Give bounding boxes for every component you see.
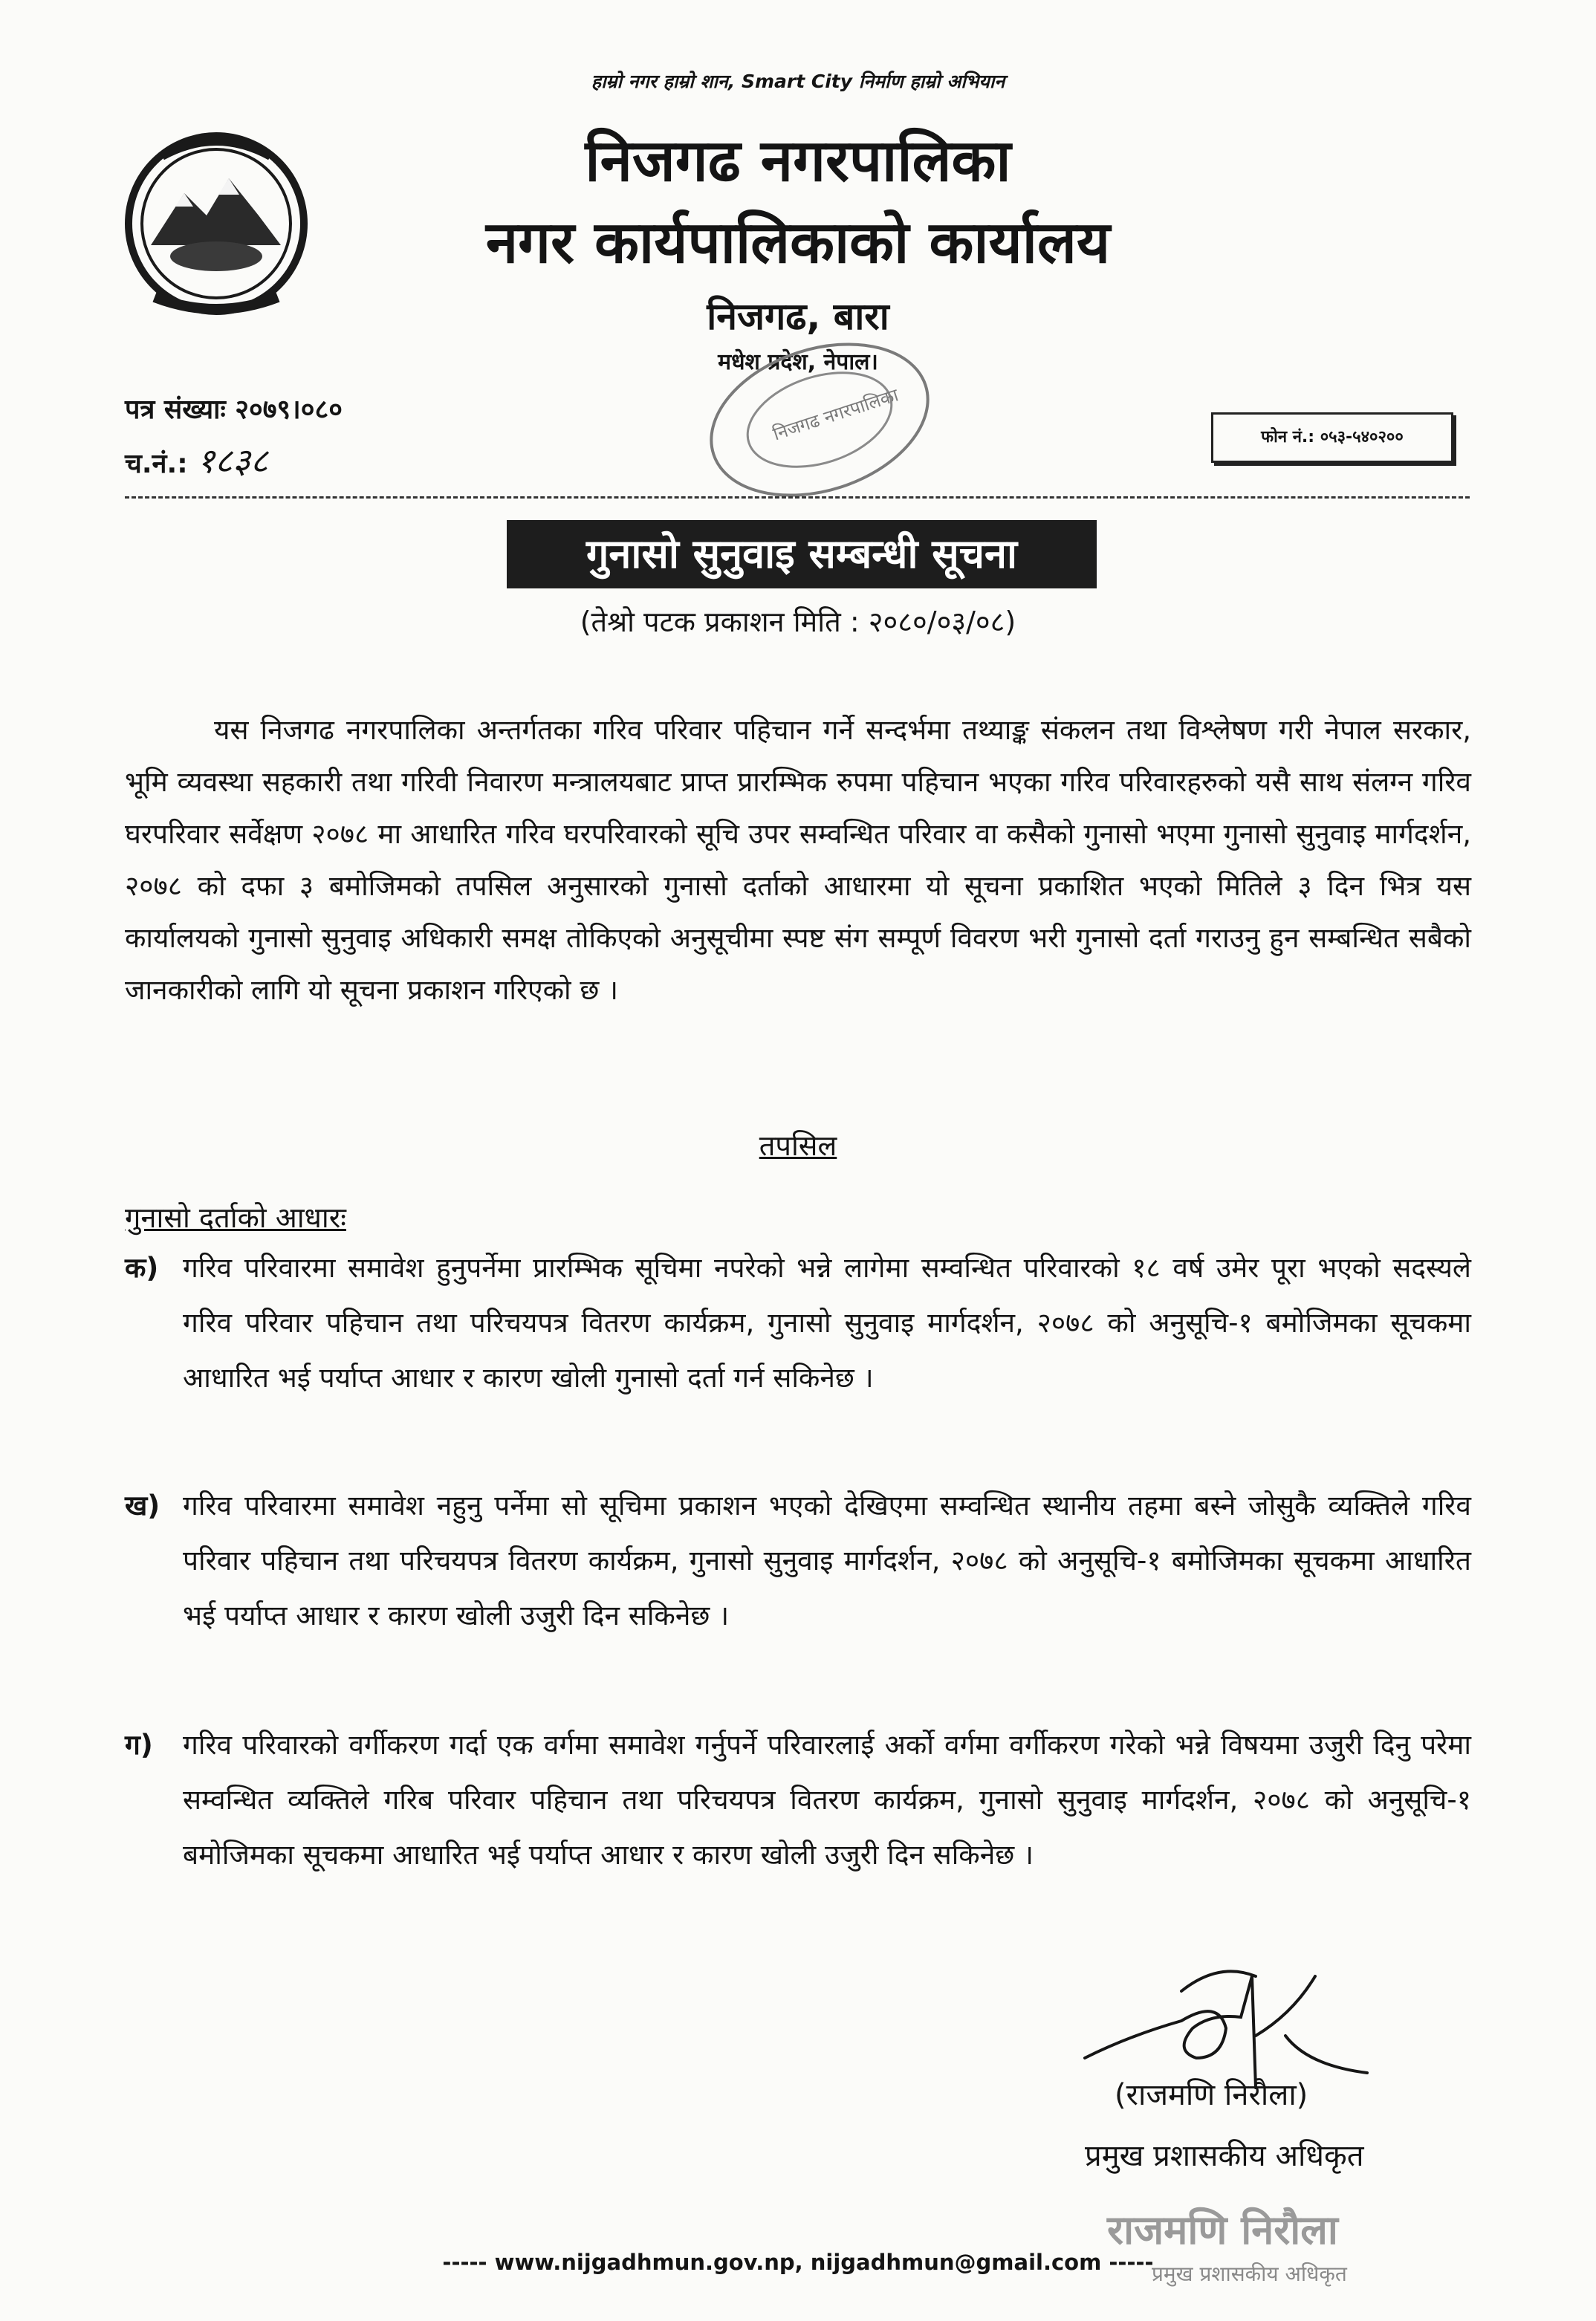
office-name: नगर कार्यपालिकाको कार्यालय xyxy=(485,210,1111,276)
list-item xyxy=(125,1718,1471,1941)
header-divider xyxy=(125,496,1470,499)
publish-date: (तेश्रो पटक प्रकाशन मिति : २०८०/०३/०८) xyxy=(580,606,1016,638)
complaint-basis-heading: गुनासो दर्ताको आधारः xyxy=(125,1201,346,1234)
footer-contact: ----- www.nijgadhmun.gov.np, nijgadhmun@gmail.com ----- xyxy=(442,2250,1154,2275)
notice-body: यस निजगढ नगरपालिका अन्तर्गतका गरिव परिवार पहिचान गर्ने सन्दर्भमा तथ्याङ्क संकलन तथा विश्लेषण गरी नेपाल सरकार, भूमि व्यवस्था सहकारी तथा गरिवी निवारण मन्त्रालयबाट प्राप्त प्रारम्भिक रुपमा पहिचान भएका गरिव परिवारहरुको यसै साथ संलग्न गरिव घरपरिवार सर्वेक्षण २०७८ मा आधारित गरिव घरपरिवारको सूचि उपर सम्वन्धित परिवार वा कसैको गुनासो भएमा गुनासो सुनुवाइ मार्गदर्शन, २०७८ को दफा ३ बमोजिमको तपसिल अनुसारको गुनासो दर्ताको आधारमा यो सूचना प्रकाशित भएको मितिले ३ दिन भित्र यस कार्यालयको गुनासो सुनुवाइ अधिकारी समक्ष तोकिएको अनुसूचीमा स्पष्ट संग सम्पूर्ण विवरण भरी गुनासो दर्ता गराउनु हुन सम्बन्धित सबैको जानकारीको लागि यो सूचना प्रकाशन गरिएको छ । xyxy=(125,714,1471,1006)
office-province: मधेश प्रदेश, नेपाल। xyxy=(718,349,878,375)
dispatch-value: १८३८ xyxy=(197,441,268,481)
signer-designation: प्रमुख प्रशासकीय अधिकृत xyxy=(1085,2139,1364,2173)
item-marker: ग) xyxy=(125,1729,153,1761)
municipality-name: निजगढ नगरपालिका xyxy=(585,128,1011,195)
list-item xyxy=(125,1478,1471,1701)
letter-number: पत्र संख्याः २०७९।०८० xyxy=(125,395,343,425)
office-stamp xyxy=(697,338,942,501)
notice-title: गुनासो सुनुवाइ सम्बन्धी सूचना xyxy=(507,520,1097,588)
header-slogan: हाम्रो नगर हाम्रो शान, Smart City निर्माण हाम्रो अभियान xyxy=(591,71,1005,92)
item-marker: ख) xyxy=(125,1490,160,1522)
svg-text:राजमणि निरौला: राजमणि निरौला xyxy=(1107,2207,1338,2253)
item-text: गरिव परिवारमा समावेश नहुनु पर्नेमा सो सूचिमा प्रकाशन भएको देखिएमा सम्वन्धित स्थानीय तहमा बस्ने जोसुकै व्यक्तिले गरिव परिवार पहिचान तथा परिचयपत्र वितरण कार्यक्रम, गुनासो सुनुवाइ मार्गदर्शन, २०७८ को अनुसूचि-१ बमोजिमका सूचकमा आधारित भई पर्याप्त आधार र कारण खोली उजुरी दिन सकिनेछ । xyxy=(183,1490,1471,1632)
tapsil-heading: तपसिल xyxy=(759,1129,837,1162)
dispatch-label: च.नं.: xyxy=(125,449,188,479)
dispatch-number xyxy=(125,437,268,483)
item-text: गरिव परिवारमा समावेश हुनुपर्नेमा प्रारम्भिक सूचिमा नपरेको भन्ने लागेमा सम्वन्धित परिवारको १८ वर्ष उमेर पूरा भएको सदस्यले गरिव परिवार पहिचान तथा परिचयपत्र वितरण कार्यक्रम, गुनासो सुनुवाइ मार्गदर्शन, २०७८ को अनुसूचि-१ बमोजिमका सूचकमा आधारित भई पर्याप्त आधार र कारण खोली गुनासो दर्ता गर्न सकिनेछ । xyxy=(183,1252,1471,1394)
svg-text:प्रमुख प्रशासकीय अधिकृत: प्रमुख प्रशासकीय अधिकृत xyxy=(1152,2262,1347,2286)
list-item xyxy=(125,1241,1471,1464)
office-location: निजगढ, बारा xyxy=(707,295,889,338)
signer-name: (राजमणि निरौला) xyxy=(1115,2078,1308,2112)
item-text: गरिव परिवारको वर्गीकरण गर्दा एक वर्गमा समावेश गर्नुपर्ने परिवारलाई अर्को वर्गमा वर्गीकरण गरेको भन्ने विषयमा उजुरी दिनु परेमा सम्वन्धित व्यक्तिले गरिब परिवार पहिचान तथा परिचयपत्र वितरण कार्यक्रम, गुनासो सुनुवाइ मार्गदर्शन, २०७८ को अनुसूचि-१ बमोजिमका सूचकमा आधारित भई पर्याप्त आधार र कारण खोली उजुरी दिन सकिनेछ । xyxy=(183,1729,1471,1871)
item-marker: क) xyxy=(125,1252,159,1284)
svg-text:निजगढ नगरपालिका: निजगढ नगरपालिका xyxy=(770,384,901,445)
phone-box: फोन नं.: ०५३-५४०२०० xyxy=(1211,412,1453,463)
